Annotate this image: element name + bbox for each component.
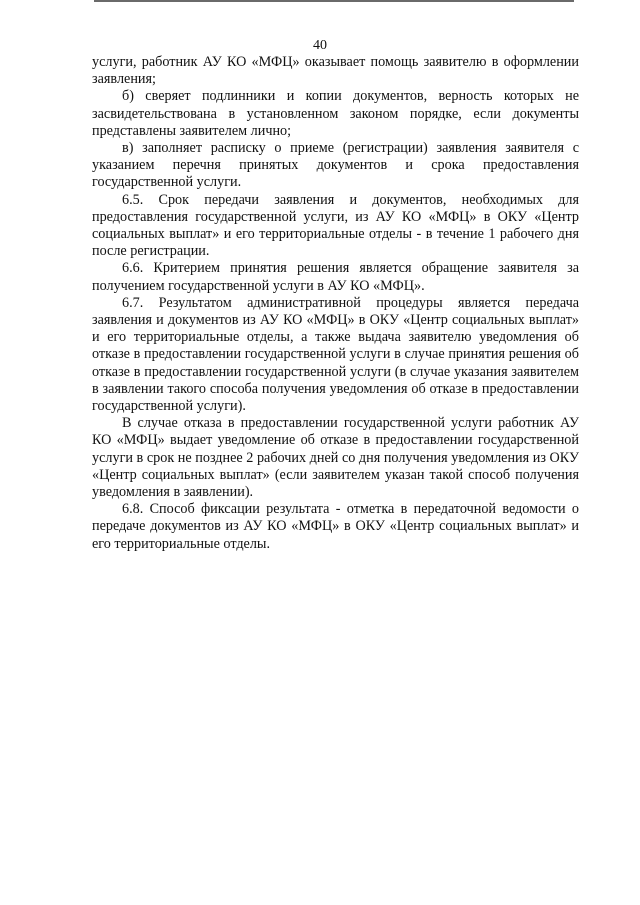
paragraph-6-7: 6.7. Результатом административной процедуры является передача заявления и документов из АУ КО «МФЦ» в ОКУ «Центр социальных выплат» и его территориальные отделы, а также выдача заявителю уведомления об отказе в предоставлении государственной услуги в случае принятия решения об отказе в предоставлении государственной услуги (в случае указания заявителем в заявлении такого способа получения уведомления об отказе в предоставлении государственной услуги).: [92, 294, 579, 415]
paragraph-6-5: 6.5. Срок передачи заявления и документов, необходимых для предоставления государственной услуги, из АУ КО «МФЦ» в ОКУ «Центр социальных выплат» и его территориальные отделы - в течение 1 рабочего дня после регистрации.: [92, 191, 579, 260]
paragraph-refusal-case: В случае отказа в предоставлении государственной услуги работник АУ КО «МФЦ» выдает уведомление об отказе в предоставлении государственной услуги в срок не позднее 2 рабочих дней со дня получения уведомления из ОКУ «Центр социальных выплат» (если заявителем указан такой способ получения уведомления в заявлении).: [92, 415, 579, 501]
paragraph-item-v: в) заполняет расписку о приеме (регистрации) заявления заявителя с указанием перечня принятых документов и срока предоставления государственной услуги.: [92, 140, 579, 191]
paragraph-6-8: 6.8. Способ фиксации результата - отметка в передаточной ведомости о передаче документов из АУ КО «МФЦ» в ОКУ «Центр социальных выплат» и его территориальные отделы.: [92, 501, 579, 552]
paragraph-item-b: б) сверяет подлинники и копии документов, верность которых не засвидетельствована в установленном законом порядке, если документы представлены заявителем лично;: [92, 88, 579, 139]
paragraph-continuation: услуги, работник АУ КО «МФЦ» оказывает помощь заявителю в оформлении заявления;: [92, 54, 579, 88]
document-body: [92, 54, 579, 553]
page-number: 40: [313, 38, 327, 53]
paragraph-6-6: 6.6. Критерием принятия решения является обращение заявителя за получением государственной услуги в АУ КО «МФЦ».: [92, 260, 579, 294]
scan-edge-line: [94, 0, 574, 2]
